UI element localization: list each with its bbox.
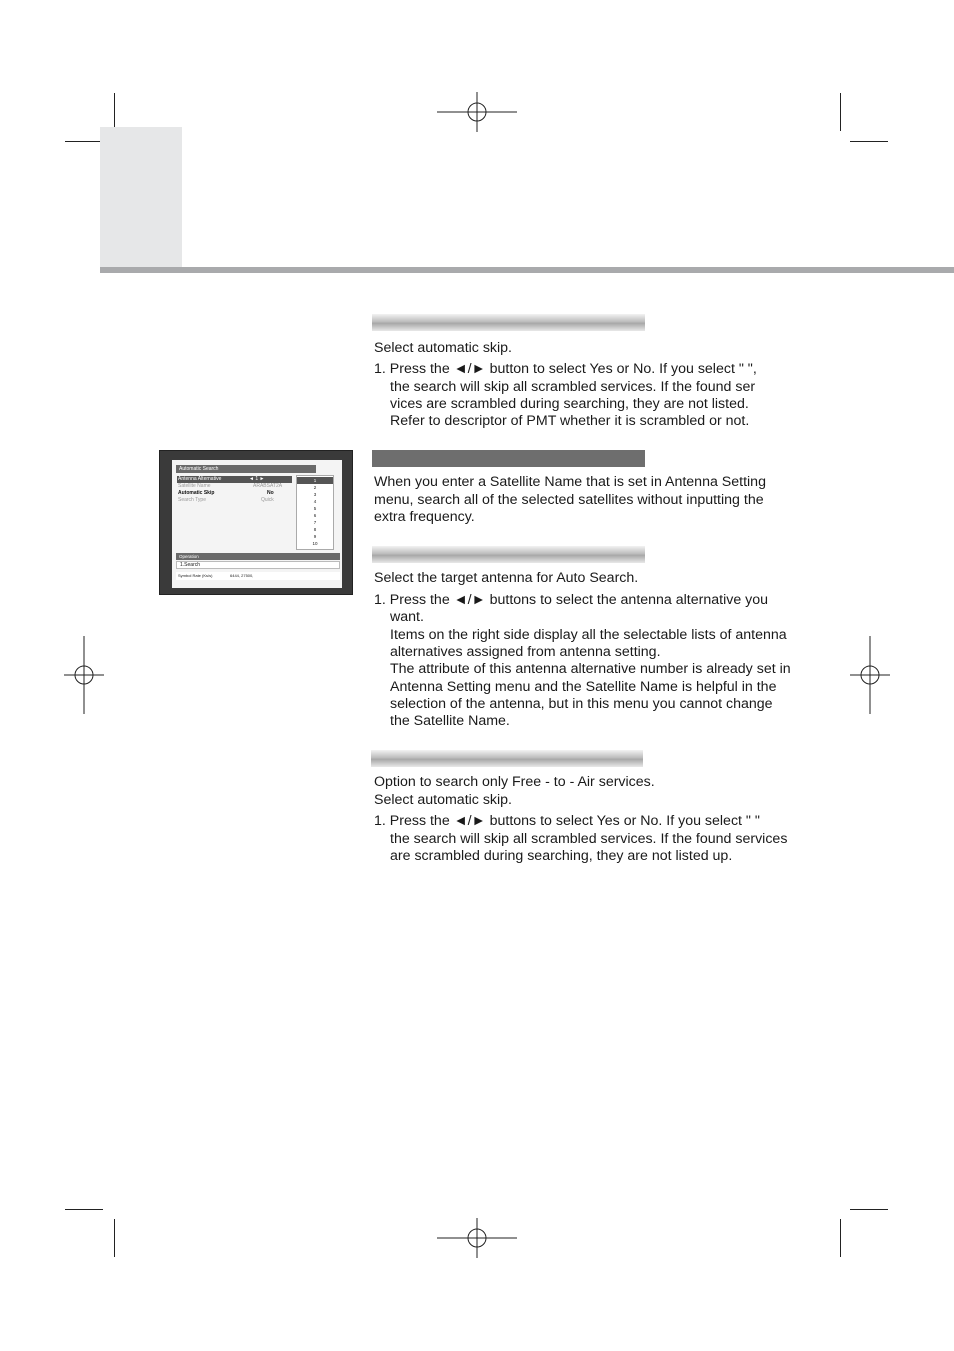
menu-row-value: No [267, 490, 274, 496]
crop-mark [65, 1209, 103, 1210]
list-item: 3 [313, 492, 317, 497]
menu-row-satellite-name [177, 483, 292, 490]
paragraph: Antenna Setting menu and the Satellite Name is helpful in the [390, 679, 777, 695]
section-heading-bar [371, 750, 643, 767]
menu-title: Automatic Search [176, 465, 316, 473]
paragraph: 1. Press the ◄/► buttons to select Yes or No. If you select " " [374, 813, 760, 829]
crop-mark [114, 93, 115, 131]
paragraph: Option to search only Free - to - Air services. [374, 774, 655, 790]
paragraph: want. [390, 609, 424, 625]
paragraph: menu, search all of the selected satellites without inputting the [374, 492, 764, 508]
menu-row-search-type [177, 497, 292, 504]
section-heading-bar [372, 314, 645, 331]
operation-title: Operation [176, 553, 340, 560]
list-item: 4 [313, 499, 317, 504]
symbol-rate-label: Symbol Rate (Ks/s) [178, 573, 213, 578]
list-item: 5 [313, 506, 317, 511]
paragraph: are scrambled during searching, they are not listed up. [390, 848, 733, 864]
crop-mark [840, 1219, 841, 1257]
symbol-rate-row [176, 572, 340, 580]
paragraph: Refer to descriptor of PMT whether it is scrambled or not. [390, 413, 750, 429]
menu-screenshot [159, 450, 353, 595]
crop-mark [114, 1219, 115, 1257]
antenna-list [296, 475, 334, 550]
crop-mark [65, 141, 103, 142]
registration-mark-icon [437, 92, 517, 132]
paragraph: 1. Press the ◄/► button to select Yes or No. If you select " ", [374, 361, 757, 377]
menu-row-label: Antenna Alternative [178, 476, 222, 482]
paragraph: When you enter a Satellite Name that is set in Antenna Setting [374, 474, 766, 490]
menu-row-value: ◄ 1 ► [249, 476, 265, 482]
paragraph: The attribute of this antenna alternative number is already set in [390, 661, 791, 677]
paragraph: extra frequency. [374, 509, 475, 525]
menu-row-value: Quick [261, 497, 274, 503]
registration-mark-icon [437, 1218, 517, 1258]
menu-row-value: ARABSAT2A [253, 483, 283, 489]
menu-row-label: Search Type [178, 497, 206, 503]
paragraph: 1. Press the ◄/► buttons to select the antenna alternative you [374, 592, 769, 608]
registration-mark-icon [64, 636, 104, 714]
list-item: 2 [313, 485, 317, 490]
menu-row-label: Automatic Skip [178, 490, 215, 496]
list-item: 1 [297, 477, 333, 484]
menu-row-antenna-alternative [177, 476, 292, 483]
list-item: 6 [313, 513, 317, 518]
section-heading-bar [372, 546, 645, 563]
paragraph: vices are scrambled during searching, they are not listed. [390, 396, 749, 412]
symbol-rate-value: 6444, 27500, [230, 573, 254, 578]
list-item: 9 [313, 534, 317, 539]
paragraph: Select automatic skip. [374, 340, 512, 356]
section-heading-bar [372, 450, 645, 467]
chapter-tab [100, 127, 182, 268]
paragraph: the search will skip all scrambled services. If the found ser [390, 379, 756, 395]
list-item: 8 [313, 527, 317, 532]
crop-mark [850, 1209, 888, 1210]
paragraph: Select the target antenna for Auto Search. [374, 570, 639, 586]
paragraph: the Satellite Name. [390, 713, 510, 729]
list-item: 10 [312, 541, 318, 546]
menu-row-automatic-skip [177, 490, 292, 497]
operation-item: 1.Search [176, 561, 340, 569]
menu-row-label: Satellite Name [178, 483, 211, 489]
crop-mark [850, 141, 888, 142]
registration-mark-icon [850, 636, 890, 714]
paragraph: selection of the antenna, but in this menu you cannot change [390, 696, 773, 712]
paragraph: Items on the right side display all the selectable lists of antenna [390, 627, 787, 643]
paragraph: alternatives assigned from antenna setting. [390, 644, 661, 660]
crop-mark [840, 93, 841, 131]
paragraph: the search will skip all scrambled services. If the found services [390, 831, 788, 847]
header-rule [100, 267, 954, 273]
paragraph: Select automatic skip. [374, 792, 512, 808]
list-item: 7 [313, 520, 317, 525]
